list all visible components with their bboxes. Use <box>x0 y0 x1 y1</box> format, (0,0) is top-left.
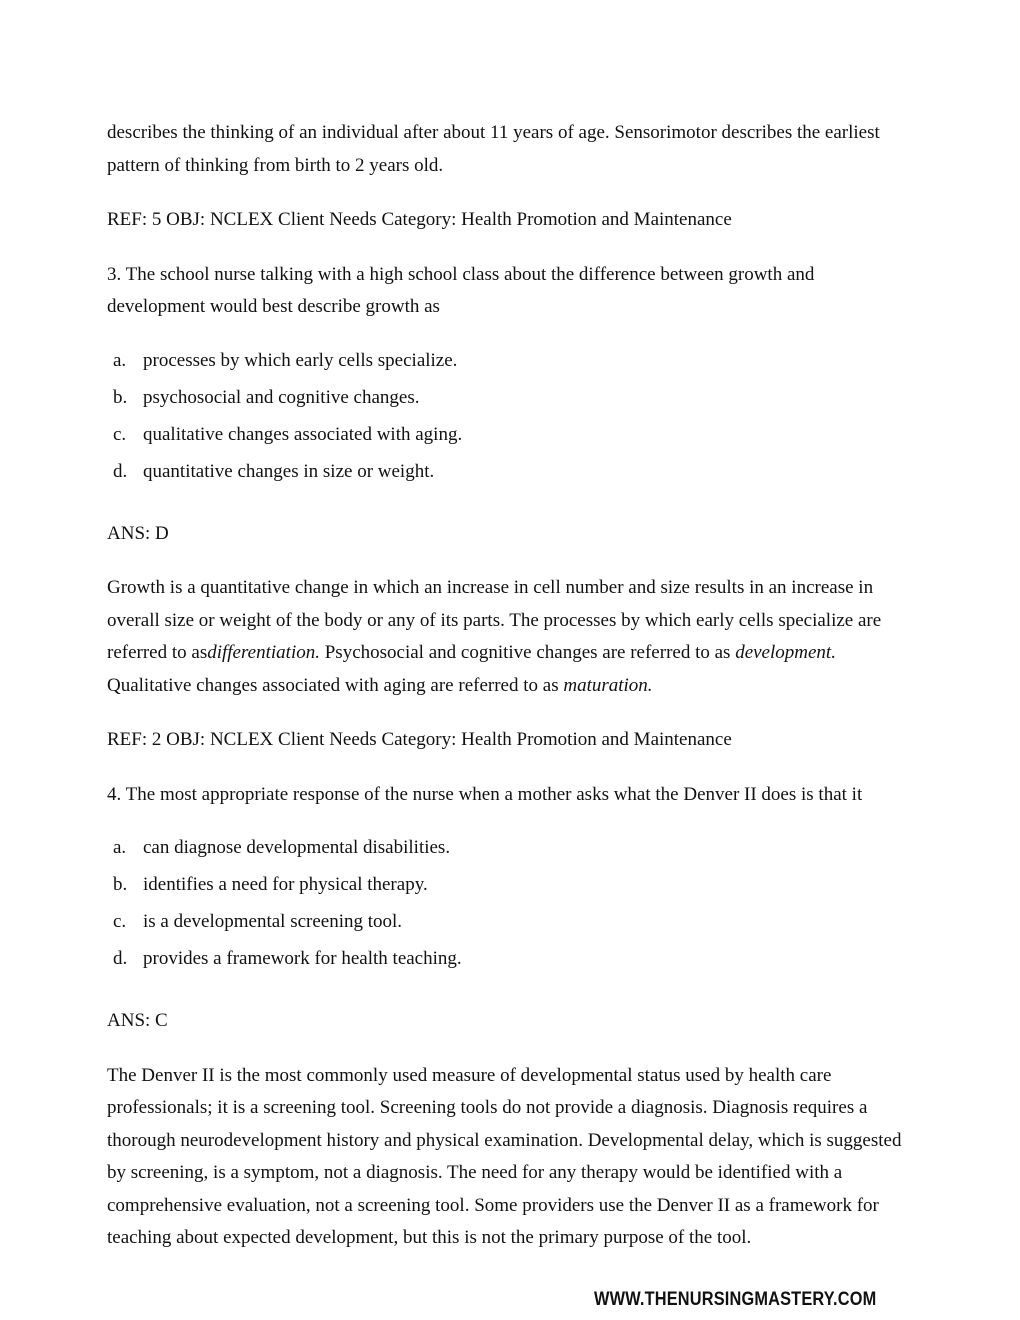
option-text: qualitative changes associated with aging. <box>143 423 463 445</box>
option-item <box>107 416 907 453</box>
option-letter: d. <box>113 948 128 969</box>
document-body <box>107 117 907 1277</box>
reference-line: REF: 5 OBJ: NCLEX Client Needs Category: Health Promotion and Maintenance <box>107 209 732 230</box>
option-letter: c. <box>113 911 127 932</box>
option-item <box>107 829 907 866</box>
option-text: provides a framework for health teaching. <box>143 948 462 969</box>
rationale-term: differentiation. <box>207 642 320 663</box>
rationale-paragraph <box>107 572 907 702</box>
rationale-text: Psychosocial and cognitive changes are referred to as <box>319 642 736 663</box>
rationale-text: Growth is a quantitative change in which an increase in cell number and size results in an increase in overall size or weight of the body or any of its parts. The processes by which early cells specialize are referred to as <box>107 577 882 663</box>
option-letter: c. <box>113 423 127 445</box>
option-letter: d. <box>113 460 128 482</box>
website-watermark: WWW.THENURSINGMASTERY.COM <box>594 1289 877 1310</box>
option-text: quantitative changes in size or weight. <box>143 460 435 482</box>
rationale-term: development. <box>735 642 836 663</box>
option-item <box>107 940 907 977</box>
option-text: can diagnose developmental disabilities. <box>143 837 451 858</box>
intro-paragraph: describes the thinking of an individual after about 11 years of age. Sensorimotor describes the earliest pattern of thinking from birth to 2 years old. <box>107 122 880 176</box>
option-letter: b. <box>113 874 128 895</box>
option-letter: a. <box>113 837 127 858</box>
reference-line: REF: 2 OBJ: NCLEX Client Needs Category: Health Promotion and Maintenance <box>107 729 732 750</box>
option-text: processes by which early cells specialize. <box>143 349 458 371</box>
option-text: psychosocial and cognitive changes. <box>143 386 420 408</box>
answer-key: ANS: C <box>107 1010 168 1031</box>
answer-options <box>107 829 907 977</box>
rationale-text: Qualitative changes associated with aging are referred to as <box>107 674 564 696</box>
option-letter: a. <box>113 349 127 371</box>
question-stem: 4. The most appropriate response of the nurse when a mother asks what the Denver II does is that it <box>107 783 863 805</box>
option-item <box>107 903 907 940</box>
answer-options <box>107 342 907 490</box>
option-item <box>107 453 907 490</box>
option-text: identifies a need for physical therapy. <box>143 874 428 895</box>
option-letter: b. <box>113 386 128 408</box>
option-text: is a developmental screening tool. <box>143 911 403 932</box>
option-item <box>107 866 907 903</box>
answer-key: ANS: D <box>107 522 169 544</box>
rationale-paragraph: The Denver II is the most commonly used measure of developmental status used by health care professionals; it is a screening tool. Screening tools do not provide a diagnosis. Diagnosis requires a thorough neurodevelopment history and physical examination. Developmental delay, which is suggested by screening, is a symptom, not a diagnosis. The need for any therapy would be identified with a comprehensive evaluation, not a screening tool. Some providers use the Denver II as a framework for teaching about expected development, but this is not the primary purpose of the tool. <box>107 1064 902 1248</box>
question-stem: 3. The school nurse talking with a high school class about the difference between growth and development would best describe growth as <box>107 263 815 317</box>
option-item <box>107 379 907 416</box>
option-item <box>107 342 907 379</box>
rationale-term: maturation. <box>563 674 653 696</box>
